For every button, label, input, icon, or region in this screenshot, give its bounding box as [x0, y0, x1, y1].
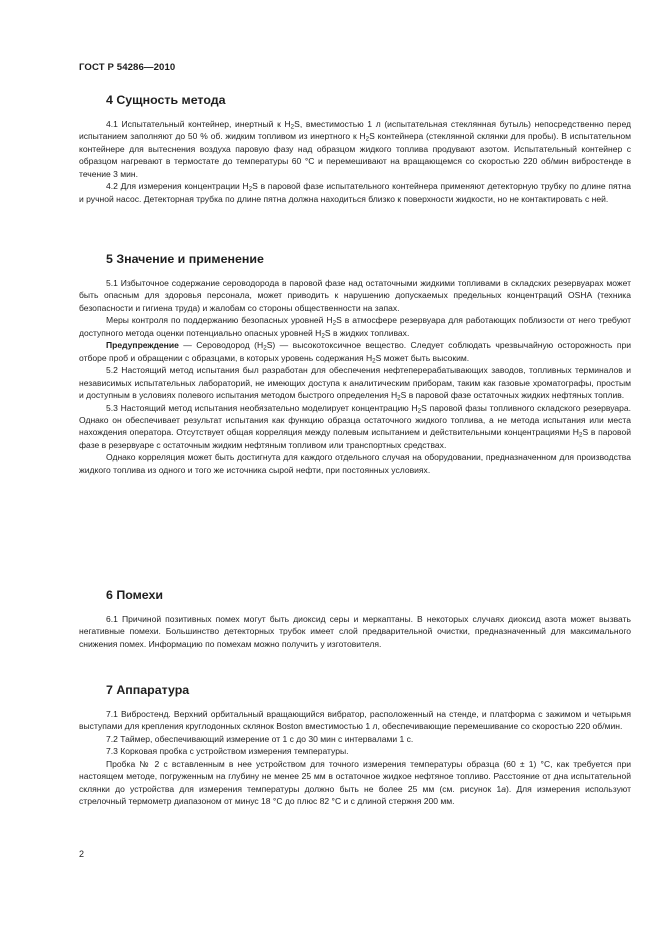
section-body — [79, 277, 631, 476]
page-number: 2 — [79, 849, 85, 859]
section-body — [79, 613, 631, 650]
paragraph: Пробка № 2 с вставленным в нее устройством для точного измерения температуры образца (60 ± 1) °C, как требуется при настоящем методе, погруженным на глубину не менее 25 мм в остаточное жидкое нефтяное топливо. Расстояние от дна испытательной склянки до устройства для измерения температуры должно быть не более 25 мм (см. рисунок 1а). Для измерения используют стрелочный термометр диапазоном от минус 18 °C до плюс 82 °C и с длиной стержня 200 мм. — [79, 758, 631, 807]
section-body — [79, 708, 631, 808]
section-6 — [79, 588, 631, 650]
section-heading: 7 Аппаратура — [106, 683, 190, 697]
paragraph: 5.2 Настоящий метод испытания был разработан для обеспечения нефтеперерабатывающих заводов, топливных терминалов и независимых испытательных лабораторий, не имеющих доступа к аналитическим приборам, таким как газовые хроматографы, простым и доступным в условиях полевого испытания методом быстрого определения $H_2S$ в паровой фазе остаточных жидких нефтяных топлив. — [79, 365, 631, 402]
section-5 — [79, 252, 631, 476]
paragraph: 4.1 Испытательный контейнер, инертный к $H_2S$, вместимостью 1 л (испытательная стеклянная бутыль) непосредственно перед испытанием заполняют до 50 % об. жидким топливом из инертного к $H_2S$ контейнера (стеклянной склянки для пробы). В испытательном контейнере для вытеснения воздуха паровую фазу над образцом жидкого топлива продувают азотом. Испытательный контейнер с образцом нагревают в термостате до температуры 60 °C и перемешивают на вращающемся со скоростью 220 об/мин вибростенде в течение 3 мин. — [79, 119, 631, 179]
paragraph: 7.1 Вибростенд. Верхний орбитальный вращающийся вибратор, расположенный на стенде, и платформа с зажимом и четырьмя выступами для крепления круглодонных склянок Boston вместимостью 1 л, обеспечивающие перемешивание со скоростью 220 об/мин. — [79, 709, 631, 732]
section-body — [79, 118, 631, 205]
page-header: ГОСТ Р 54286—2010 — [79, 62, 176, 73]
section-heading: 5 Значение и применение — [106, 252, 264, 266]
section-4 — [79, 93, 631, 205]
paragraph: 4.2 Для измерения концентрации $H_2S$ в паровой фазе испытательного контейнера применяют детекторную трубку по длине пятна и ручной насос. Детекторная трубка по длине пятна должна находиться близко к поверхности жидкости, но не контактировать с ней. — [79, 181, 632, 204]
warning-paragraph: Предупреждение — Сероводород $(H_2S)$ — высокотоксичное вещество. Следует соблюдать чрезвычайную осторожность при отборе проб и обращении с образцами, в которых уровень содержания $H_2S$ может быть высоким. — [79, 340, 631, 365]
paragraph: 7.2 Таймер, обеспечивающий измерение от 1 с до 30 мин с интервалами 1 с. — [106, 733, 414, 744]
section-heading: 4 Сущность метода — [106, 93, 226, 107]
paragraph: 5.1 Избыточное содержание сероводорода в паровой фазе над остаточными жидкими топливами в складских резервуарах может быть опасным для здоровья персонала, может приводить к нарушению допускаемых предельных концентраций OSHA (техника безопасности и гигиена труда) и жалобам со стороны общественности на запах. — [79, 278, 631, 313]
paragraph: Однако корреляция может быть достигнута для каждого отдельного случая на оборудовании, предназначенном для производства жидкого топлива из одного и того же источника сырой нефти, при постоянных условиях. — [79, 452, 631, 475]
paragraph: 6.1 Причиной позитивных помех могут быть диоксид серы и меркаптаны. В некоторых случаях диоксид азота может вызвать негативные помехи. Большинство детекторных трубок имеет слой предварительной очистки, предназначенный для максимального снижения помех. Информацию по помехам можно получить у изготовителя. — [79, 614, 631, 649]
section-7 — [79, 683, 631, 808]
section-heading: 6 Помехи — [106, 588, 164, 602]
paragraph: 7.3 Корковая пробка с устройством измерения температуры. — [106, 746, 349, 757]
paragraph: Меры контроля по поддержанию безопасных уровней $H_2S$ в атмосфере резервуара для работающих поблизости от него требуют доступного метода оценки потенциально опасных уровней $H_2S$ в жидких топливах. — [79, 315, 631, 340]
paragraph: 5.3 Настоящий метод испытания необязательно моделирует концентрацию $H_2S$ паровой фазы топливного складского резервуара. Однако он обеспечивает результат испытания как функцию образца остаточного жидкого топлива, а не метода испытания или места нахождения оператора. Отсутствует общая корреляция между полевым испытанием и действительными концентрациями $H_2S$ в паровой фазе в резервуаре с остаточным жидким нефтяным топливом или транспортных средствах. — [79, 402, 632, 450]
